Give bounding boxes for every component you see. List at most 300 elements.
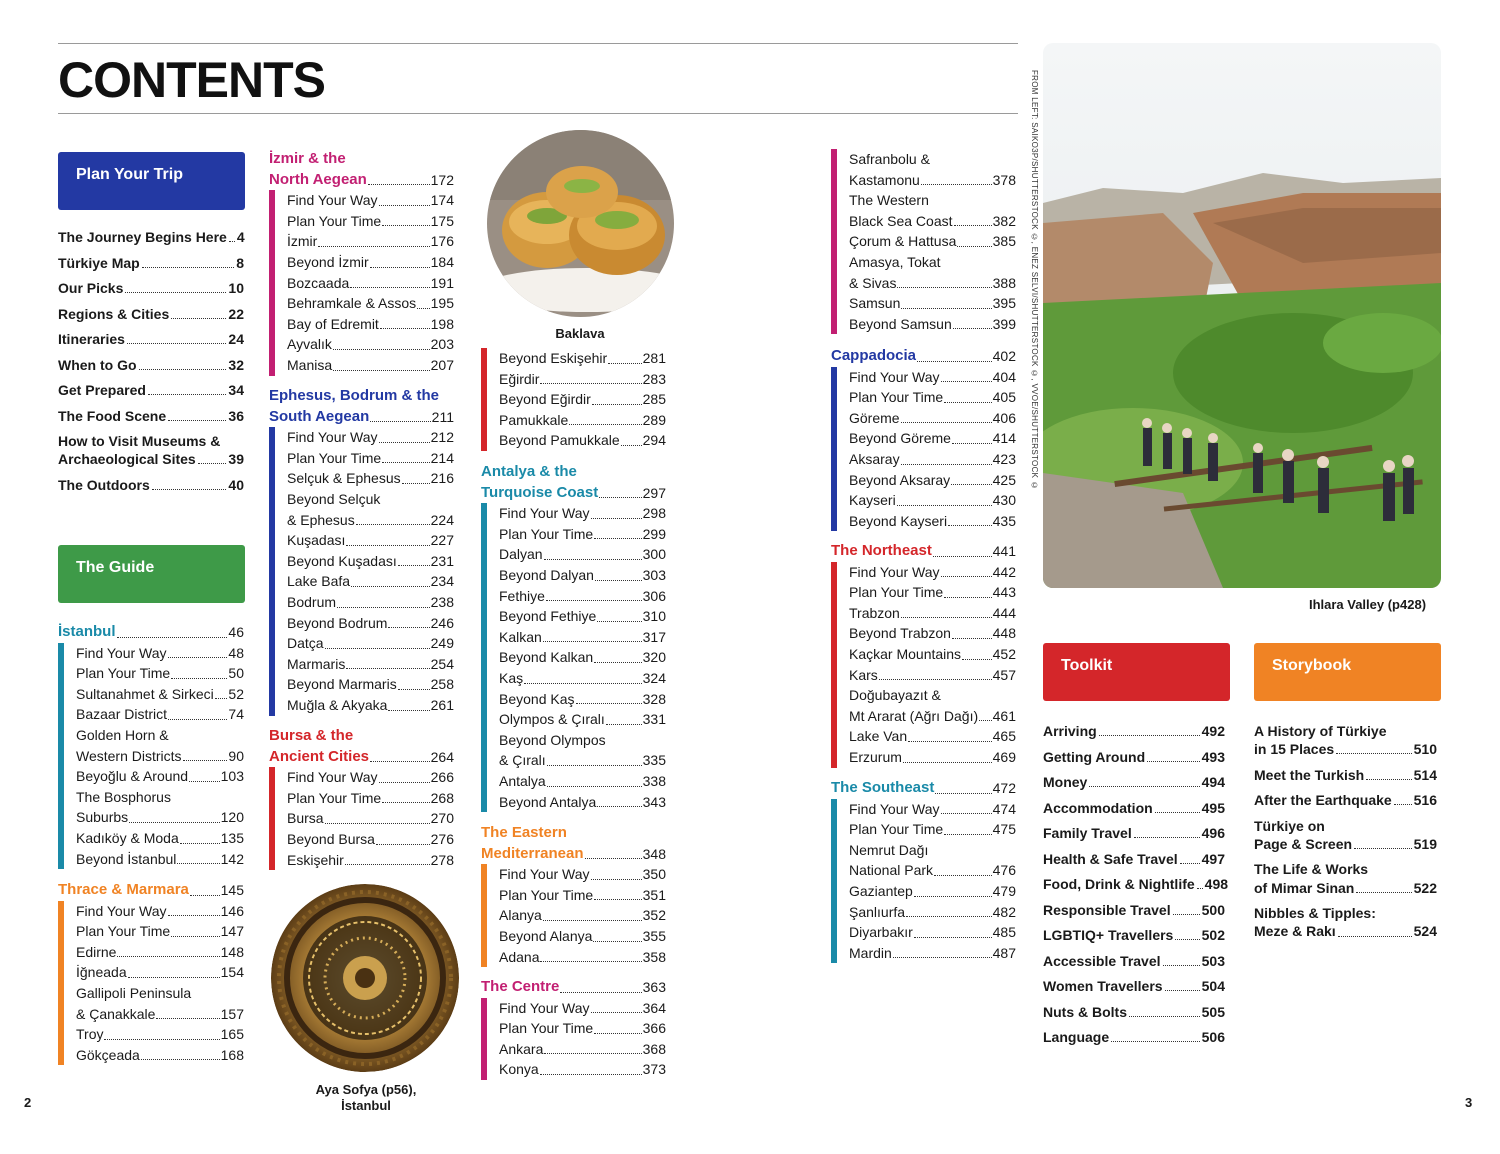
section-entry-label: Beyond Aksaray — [849, 471, 951, 488]
section-entry-label: Ankara — [499, 1040, 544, 1057]
section-heading[interactable] — [58, 622, 244, 643]
section-entry[interactable] — [499, 926, 666, 947]
leader-dots — [591, 879, 642, 880]
section-page: 211 — [431, 408, 454, 425]
section-entry-label: Beyond Kayseri — [849, 512, 948, 529]
toc-entry-label: The Outdoors — [58, 476, 150, 493]
section-entry[interactable] — [76, 1024, 244, 1045]
section-entry-page: 294 — [642, 432, 666, 449]
section-entry[interactable] — [287, 334, 454, 355]
toc-entry[interactable] — [1043, 773, 1225, 791]
section-entry[interactable] — [76, 725, 244, 766]
section-entry[interactable] — [849, 562, 1016, 583]
section-entry[interactable] — [76, 663, 244, 684]
section-entry[interactable] — [287, 355, 454, 376]
toc-entry[interactable] — [1043, 824, 1225, 842]
section-entry[interactable] — [849, 747, 1016, 768]
section-entry[interactable] — [849, 943, 1016, 964]
section-entry[interactable] — [287, 829, 454, 850]
section-entry-label: Beyond Kalkan — [499, 649, 594, 666]
section-entry-label: Beyond Trabzon — [849, 625, 951, 642]
section-entry-page: 469 — [992, 748, 1016, 765]
leader-dots — [935, 793, 991, 794]
section-entry-label: Datça — [287, 635, 324, 652]
section-entry-line2-page: 224 — [430, 511, 454, 528]
section-entry[interactable] — [287, 613, 454, 634]
section-entry-label: Marmaris — [287, 655, 346, 672]
section-entry[interactable] — [849, 623, 1016, 644]
section-entry-page: 146 — [220, 902, 244, 919]
section-entry-label: Plan Your Time — [76, 665, 171, 682]
section-entry-line2-page: 461 — [992, 707, 1016, 724]
baklava-caption: Baklava — [555, 326, 605, 341]
the-guide-box[interactable]: The Guide — [58, 545, 245, 603]
storybook-box[interactable]: Storybook — [1254, 643, 1441, 701]
section-entry[interactable] — [499, 503, 666, 524]
section-entry[interactable] — [76, 962, 244, 983]
section-entry-label: Plan Your Time — [849, 821, 944, 838]
section-entry-label: Mardin — [849, 944, 892, 961]
section-title: Bursa & the — [269, 727, 354, 744]
section-entry-list — [269, 427, 454, 715]
section-entry-page: 385 — [992, 233, 1016, 250]
toolkit-box[interactable]: Toolkit — [1043, 643, 1230, 701]
section-entry[interactable] — [499, 647, 666, 668]
leader-dots — [1163, 965, 1200, 966]
section-entry[interactable] — [849, 490, 1016, 511]
section-entry[interactable] — [849, 367, 1016, 388]
section-heading[interactable] — [831, 346, 1016, 367]
section-entry-label: Aksaray — [849, 450, 900, 467]
section-entry-page: 399 — [992, 315, 1016, 332]
section-entry-page: 364 — [642, 999, 666, 1016]
section-entry[interactable] — [76, 828, 244, 849]
toc-entry-label: Our Picks — [58, 280, 124, 296]
leader-dots — [379, 205, 430, 206]
leader-dots — [953, 328, 992, 329]
section-entry[interactable] — [499, 998, 666, 1019]
section-thrace-marmara — [58, 880, 244, 1065]
toc-entry[interactable] — [1043, 926, 1225, 944]
section-entry[interactable] — [849, 149, 1016, 190]
toc-entry-label: Getting Around — [1043, 748, 1146, 765]
page-number-left: 2 — [24, 1095, 32, 1110]
leader-dots — [1147, 761, 1200, 762]
section-entry[interactable] — [287, 633, 454, 654]
section-entry-label: Beyond Dalyan — [499, 566, 594, 583]
ihlara-caption: Ihlara Valley (p428) — [1308, 597, 1427, 612]
section-entry-line2-page: 120 — [220, 809, 244, 826]
leader-dots — [356, 524, 430, 525]
section-entry[interactable] — [849, 840, 1016, 881]
section-entry-list — [481, 998, 666, 1080]
section-entry-page: 195 — [430, 295, 454, 312]
section-entry[interactable] — [76, 787, 244, 828]
section-entry[interactable] — [287, 530, 454, 551]
leader-dots — [198, 463, 227, 464]
leader-dots — [941, 576, 992, 577]
leader-dots — [592, 404, 642, 405]
leader-dots — [370, 267, 430, 268]
section-entry[interactable] — [287, 273, 454, 294]
section-entry-page: 443 — [992, 584, 1016, 601]
toc-entry[interactable] — [58, 432, 244, 468]
aya-sofya-caption — [296, 1082, 436, 1114]
toc-entry-page: 500 — [1201, 901, 1225, 918]
section-entry[interactable] — [76, 643, 244, 664]
section-entry[interactable] — [499, 410, 666, 431]
section-entry[interactable] — [849, 387, 1016, 408]
leader-dots — [941, 381, 992, 382]
toc-entry[interactable] — [1043, 1028, 1225, 1046]
toc-entry[interactable] — [58, 356, 244, 374]
toc-entry[interactable] — [58, 279, 244, 297]
section-eastern-mediterranean — [481, 823, 666, 967]
section-heading[interactable] — [269, 149, 454, 190]
section-heading[interactable] — [481, 462, 666, 503]
section-entry[interactable] — [849, 665, 1016, 686]
section-page: 145 — [220, 882, 244, 898]
leader-dots — [168, 657, 228, 658]
leader-dots — [1099, 735, 1200, 736]
section-entry[interactable] — [499, 905, 666, 926]
toc-entry[interactable] — [58, 254, 244, 272]
toc-entry[interactable] — [1043, 850, 1225, 868]
toc-entry[interactable] — [58, 228, 244, 246]
section-entry-page: 351 — [642, 886, 666, 903]
leader-dots — [591, 1012, 642, 1013]
leader-dots — [1338, 936, 1412, 937]
toc-entry[interactable] — [1254, 722, 1437, 758]
section-entry-label: Çorum & Hattusa — [849, 233, 957, 250]
section-entry[interactable] — [499, 947, 666, 968]
section-entry[interactable] — [499, 524, 666, 545]
leader-dots — [595, 580, 642, 581]
toc-entry[interactable] — [58, 381, 244, 399]
section-entry-page: 74 — [228, 706, 244, 723]
leader-dots — [901, 617, 992, 618]
leader-dots — [190, 895, 220, 896]
leader-dots — [908, 741, 992, 742]
toc-entry[interactable] — [58, 476, 244, 494]
section-entry[interactable] — [287, 314, 454, 335]
section-entry-page: 430 — [992, 492, 1016, 509]
section-entry[interactable] — [499, 430, 666, 451]
section-entry[interactable] — [499, 771, 666, 792]
toc-entry-line2-page: 519 — [1413, 835, 1437, 852]
section-entry[interactable] — [849, 819, 1016, 840]
section-entry-page: 191 — [430, 274, 454, 291]
toc-entry-label: Meet the Turkish — [1254, 766, 1365, 783]
section-entry-label: Nemrut Dağı — [849, 841, 929, 858]
section-entry-label: Plan Your Time — [287, 449, 382, 466]
section-entry[interactable] — [849, 511, 1016, 532]
section-entry-label: Beyond Samsun — [849, 315, 952, 332]
section-heading[interactable] — [831, 778, 1016, 799]
section-entry-label: Bazaar District — [76, 706, 168, 723]
section-entry[interactable] — [499, 565, 666, 586]
leader-dots — [1356, 892, 1411, 893]
leader-dots — [168, 719, 227, 720]
leader-dots — [546, 600, 642, 601]
section-entry[interactable] — [849, 603, 1016, 624]
section-entry-page: 442 — [992, 563, 1016, 580]
toc-entry[interactable] — [1043, 1003, 1225, 1021]
section-entry-label: Lake Bafa — [287, 573, 351, 590]
section-entry-label: Alanya — [499, 907, 542, 924]
section-entry[interactable] — [287, 808, 454, 829]
leader-dots — [547, 786, 642, 787]
leader-dots — [333, 349, 430, 350]
leader-dots — [156, 1018, 219, 1019]
section-entry[interactable] — [287, 788, 454, 809]
leader-dots — [117, 956, 219, 957]
section-entry[interactable] — [287, 190, 454, 211]
section-entry[interactable] — [287, 592, 454, 613]
toc-entry[interactable] — [1043, 722, 1225, 740]
toc-entry[interactable] — [1043, 875, 1229, 893]
toc-entry[interactable] — [1254, 791, 1437, 809]
section-entry-label: Pamukkale — [499, 411, 569, 428]
section-entry[interactable] — [287, 654, 454, 675]
section-heading[interactable] — [269, 726, 454, 767]
section-heading[interactable] — [58, 880, 244, 901]
leader-dots — [177, 863, 219, 864]
section-entry-page: 448 — [992, 625, 1016, 642]
section-heading[interactable] — [481, 823, 666, 864]
section-entry[interactable] — [849, 190, 1016, 231]
section-entry[interactable] — [499, 627, 666, 648]
section-entry-page: 261 — [430, 696, 454, 713]
toc-entry[interactable] — [1043, 799, 1225, 817]
section-entry[interactable] — [499, 1018, 666, 1039]
section-entry-line2-page: 90 — [228, 747, 244, 764]
leader-dots — [325, 648, 430, 649]
toc-entry[interactable] — [1254, 904, 1437, 940]
section-entry[interactable] — [287, 252, 454, 273]
toc-entry-line2-label: Meze & Rakı — [1254, 923, 1336, 940]
section-entry[interactable] — [499, 668, 666, 689]
section-entry[interactable] — [499, 864, 666, 885]
leader-dots — [1394, 804, 1412, 805]
section-entry[interactable] — [76, 849, 244, 870]
section-entry-line2-label: Mt Ararat (Ağrı Dağı) — [849, 707, 979, 724]
section-entry[interactable] — [849, 449, 1016, 470]
section-entry-label: Beyond Kaş — [499, 690, 575, 707]
section-entry[interactable] — [76, 684, 244, 705]
section-entry-label: İzmir — [287, 233, 318, 250]
section-entry[interactable] — [287, 767, 454, 788]
section-entry[interactable] — [287, 551, 454, 572]
section-entry[interactable] — [76, 942, 244, 963]
section-entry[interactable] — [287, 468, 454, 489]
toc-entry[interactable] — [58, 330, 244, 348]
toc-entry-label: Türkiye on — [1254, 817, 1325, 834]
section-entry[interactable] — [287, 293, 454, 314]
section-entry-page: 207 — [430, 356, 454, 373]
leader-dots — [1173, 914, 1200, 915]
section-entry[interactable] — [287, 695, 454, 716]
leader-dots — [569, 424, 641, 425]
leader-dots — [141, 1059, 220, 1060]
toc-entry-label: The Life & Works — [1254, 861, 1369, 878]
section-entry[interactable] — [76, 921, 244, 942]
plan-your-trip-box[interactable]: Plan Your Trip — [58, 152, 245, 210]
section-entry[interactable] — [849, 644, 1016, 665]
section-entry-label: Eskişehir — [287, 851, 344, 868]
section-entry-line2-page: 388 — [992, 274, 1016, 291]
section-ephesus — [269, 386, 454, 716]
section-entry[interactable] — [849, 726, 1016, 747]
section-entry[interactable] — [499, 730, 666, 771]
section-entry[interactable] — [849, 252, 1016, 293]
section-entry[interactable] — [499, 792, 666, 813]
toc-entry[interactable] — [1043, 748, 1225, 766]
leader-dots — [934, 875, 992, 876]
leader-dots — [594, 538, 641, 539]
section-entry-line2-label: & Çanakkale — [76, 1005, 156, 1022]
section-entry[interactable] — [849, 231, 1016, 252]
section-entry[interactable] — [849, 799, 1016, 820]
section-entry[interactable] — [849, 428, 1016, 449]
section-entry-label: Kayseri — [849, 492, 896, 509]
section-entry[interactable] — [499, 885, 666, 906]
toc-entry[interactable] — [58, 305, 244, 323]
section-entry[interactable] — [76, 901, 244, 922]
section-entry-label: Göreme — [849, 409, 900, 426]
toc-entry-line2-label: of Mimar Sinan — [1254, 879, 1355, 896]
leader-dots — [376, 844, 430, 845]
leader-dots — [962, 659, 992, 660]
section-entry-label: Plan Your Time — [499, 886, 594, 903]
section-entry[interactable] — [287, 850, 454, 871]
section-izmir — [269, 149, 454, 376]
section-entry[interactable] — [499, 1059, 666, 1080]
toc-entry-line2-page: 524 — [1413, 923, 1437, 940]
section-entry[interactable] — [499, 369, 666, 390]
leader-dots — [599, 497, 641, 498]
leader-dots — [345, 864, 430, 865]
section-entry[interactable] — [849, 902, 1016, 923]
leader-dots — [117, 637, 228, 638]
toc-entry[interactable] — [58, 407, 244, 425]
section-entry-page: 278 — [430, 851, 454, 868]
section-entry[interactable] — [287, 448, 454, 469]
section-page: 402 — [992, 348, 1016, 364]
toc-entry-page: 498 — [1204, 876, 1229, 892]
section-entry-page: 355 — [642, 927, 666, 944]
leader-dots — [957, 246, 991, 247]
toc-entry[interactable] — [1254, 817, 1437, 853]
section-entry[interactable] — [849, 582, 1016, 603]
section-entry[interactable] — [499, 348, 666, 369]
section-heading[interactable] — [481, 977, 666, 998]
toc-entry[interactable] — [1254, 860, 1437, 896]
leader-dots — [152, 489, 227, 490]
section-entry[interactable] — [849, 922, 1016, 943]
section-entry[interactable] — [76, 983, 244, 1024]
toc-entry[interactable] — [1043, 901, 1225, 919]
section-heading[interactable] — [269, 386, 454, 427]
section-entry[interactable] — [76, 1045, 244, 1066]
section-entry-line2-page: 378 — [992, 171, 1016, 188]
section-entry[interactable] — [499, 606, 666, 627]
section-entry[interactable] — [287, 489, 454, 530]
title-rule — [58, 113, 1018, 114]
section-title: North Aegean — [269, 170, 367, 188]
section-entry-line2-label: Suburbs — [76, 809, 129, 826]
section-entry-label: Samsun — [849, 295, 901, 312]
leader-dots — [388, 627, 429, 628]
section-entry[interactable] — [287, 571, 454, 592]
section-entry-page: 404 — [992, 368, 1016, 385]
leader-dots — [594, 899, 641, 900]
section-heading[interactable] — [831, 541, 1016, 562]
section-entry-page: 343 — [642, 793, 666, 810]
section-entry-line2-label: & Sivas — [849, 274, 897, 291]
toc-entry[interactable] — [1043, 977, 1225, 995]
section-entry[interactable] — [849, 293, 1016, 314]
leader-dots — [1111, 1041, 1200, 1042]
section-entry[interactable] — [499, 709, 666, 730]
section-entry[interactable] — [849, 881, 1016, 902]
toc-entry-label: The Journey Begins Here — [58, 229, 227, 245]
section-entry[interactable] — [287, 674, 454, 695]
leader-dots — [540, 961, 641, 962]
section-entry-page: 457 — [992, 666, 1016, 683]
section-entry[interactable] — [76, 766, 244, 787]
section-entry-label: Gallipoli Peninsula — [76, 984, 192, 1001]
section-entry[interactable] — [499, 1039, 666, 1060]
leader-dots — [914, 937, 992, 938]
section-entry[interactable] — [849, 470, 1016, 491]
toc-entry-label: Nibbles & Tipples: — [1254, 905, 1376, 922]
toc-entry-page: 493 — [1201, 748, 1225, 765]
leader-dots — [129, 822, 219, 823]
leader-dots — [1354, 848, 1412, 849]
section-entry[interactable] — [499, 689, 666, 710]
leader-dots — [370, 761, 430, 762]
toc-entry-page: 506 — [1201, 1029, 1225, 1045]
section-title: Mediterranean — [481, 844, 584, 862]
leader-dots — [346, 545, 429, 546]
section-entry[interactable] — [76, 704, 244, 725]
toc-entry[interactable] — [1043, 952, 1225, 970]
section-entry[interactable] — [287, 231, 454, 252]
section-title: The Eastern — [481, 824, 567, 841]
section-entry-label: Kadıköy & Moda — [76, 829, 179, 846]
section-entry[interactable] — [849, 685, 1016, 726]
section-entry[interactable] — [287, 427, 454, 448]
section-entry[interactable] — [849, 408, 1016, 429]
section-page: 172 — [430, 171, 454, 188]
section-entry[interactable] — [849, 314, 1016, 335]
leader-dots — [591, 518, 642, 519]
section-entry[interactable] — [287, 211, 454, 232]
leader-dots — [368, 184, 430, 185]
section-cappadocia — [831, 346, 1016, 531]
section-entry-page: 198 — [430, 315, 454, 332]
section-entry-label: Erzurum — [849, 748, 902, 765]
section-entry[interactable] — [499, 544, 666, 565]
section-entry[interactable] — [499, 586, 666, 607]
section-entry[interactable] — [499, 389, 666, 410]
toc-entry-label: After the Earthquake — [1254, 792, 1392, 809]
toc-entry[interactable] — [1254, 766, 1437, 784]
section-page: 297 — [642, 484, 666, 501]
leader-dots — [597, 621, 641, 622]
section-entry-page: 176 — [430, 233, 454, 250]
